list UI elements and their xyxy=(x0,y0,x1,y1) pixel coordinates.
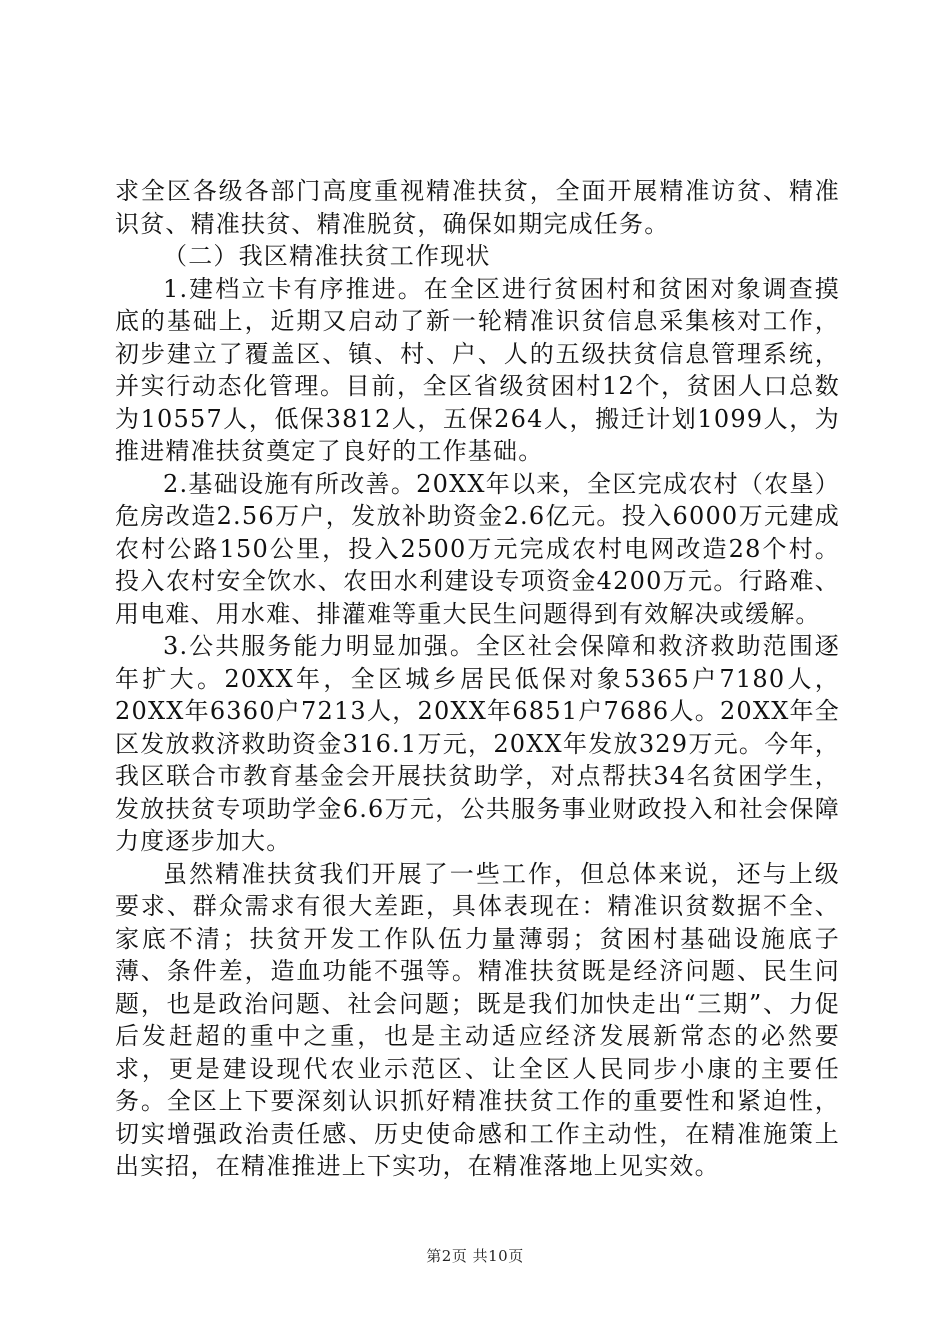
paragraph-public-services: 3.公共服务能力明显加强。全区社会保障和救济救助范围逐年扩大。20XX年，全区城乡居民低保对象5365户7180人，20XX年6360户7213人，20XX年6851户7686人。20XX年全区发放救济救助资金316.1万元，20XX年发放329万元。今年，我区联合市教育基金会开展扶贫助学，对点帮扶34名贫困学生，发放扶贫专项助学金6.6万元，公共服务事业财政投入和社会保障力度逐步加大。 xyxy=(115,632,840,855)
paragraph-continuation: 求全区各级各部门高度重视精准扶贫，全面开展精准访贫、精准识贫、精准扶贫、精准脱贫，确保如期完成任务。 xyxy=(115,177,840,238)
section-heading: （二）我区精准扶贫工作现状 xyxy=(163,242,491,270)
paragraph-infrastructure: 2.基础设施有所改善。20XX年以来，全区完成农村（农垦）危房改造2.56万户，发放补助资金2.6亿元。投入6000万元建成农村公路150公里，投入2500万元完成农村电网改造28个村。投入农村安全饮水、农田水利建设专项资金4200万元。行路难、用电难、用水难、排灌难等重大民生问题得到有效解决或缓解。 xyxy=(115,469,840,628)
paragraph-summary: 虽然精准扶贫我们开展了一些工作，但总体来说，还与上级要求、群众需求有很大差距，具体表现在：精准识贫数据不全、家底不清；扶贫开发工作队伍力量薄弱；贫困村基础设施底子薄、条件差，造血功能不强等。精准扶贫既是经济问题、民生问题，也是政治问题、社会问题；既是我们加快走出“三期”、力促后发赶超的重中之重，也是主动适应经济发展新常态的必然要求，更是建设现代农业示范区、让全区人民同步小康的主要任务。全区上下要深刻认识抓好精准扶贫工作的重要性和紧迫性，切实增强政治责任感、历史使命感和工作主动性，在精准施策上出实招，在精准推进上下实功，在精准落地上见实效。 xyxy=(115,859,840,1180)
document-body xyxy=(115,175,840,1183)
page-footer: 第2页 共10页 xyxy=(426,1247,524,1265)
paragraph-archives: 1.建档立卡有序推进。在全区进行贫困村和贫困对象调查摸底的基础上，近期又启动了新一轮精准识贫信息采集核对工作，初步建立了覆盖区、镇、村、户、人的五级扶贫信息管理系统，并实行动态化管理。目前，全区省级贫困村12个，贫困人口总数为10557人，低保3812人，五保264人，搬迁计划1099人，为推进精准扶贫奠定了良好的工作基础。 xyxy=(115,274,840,465)
